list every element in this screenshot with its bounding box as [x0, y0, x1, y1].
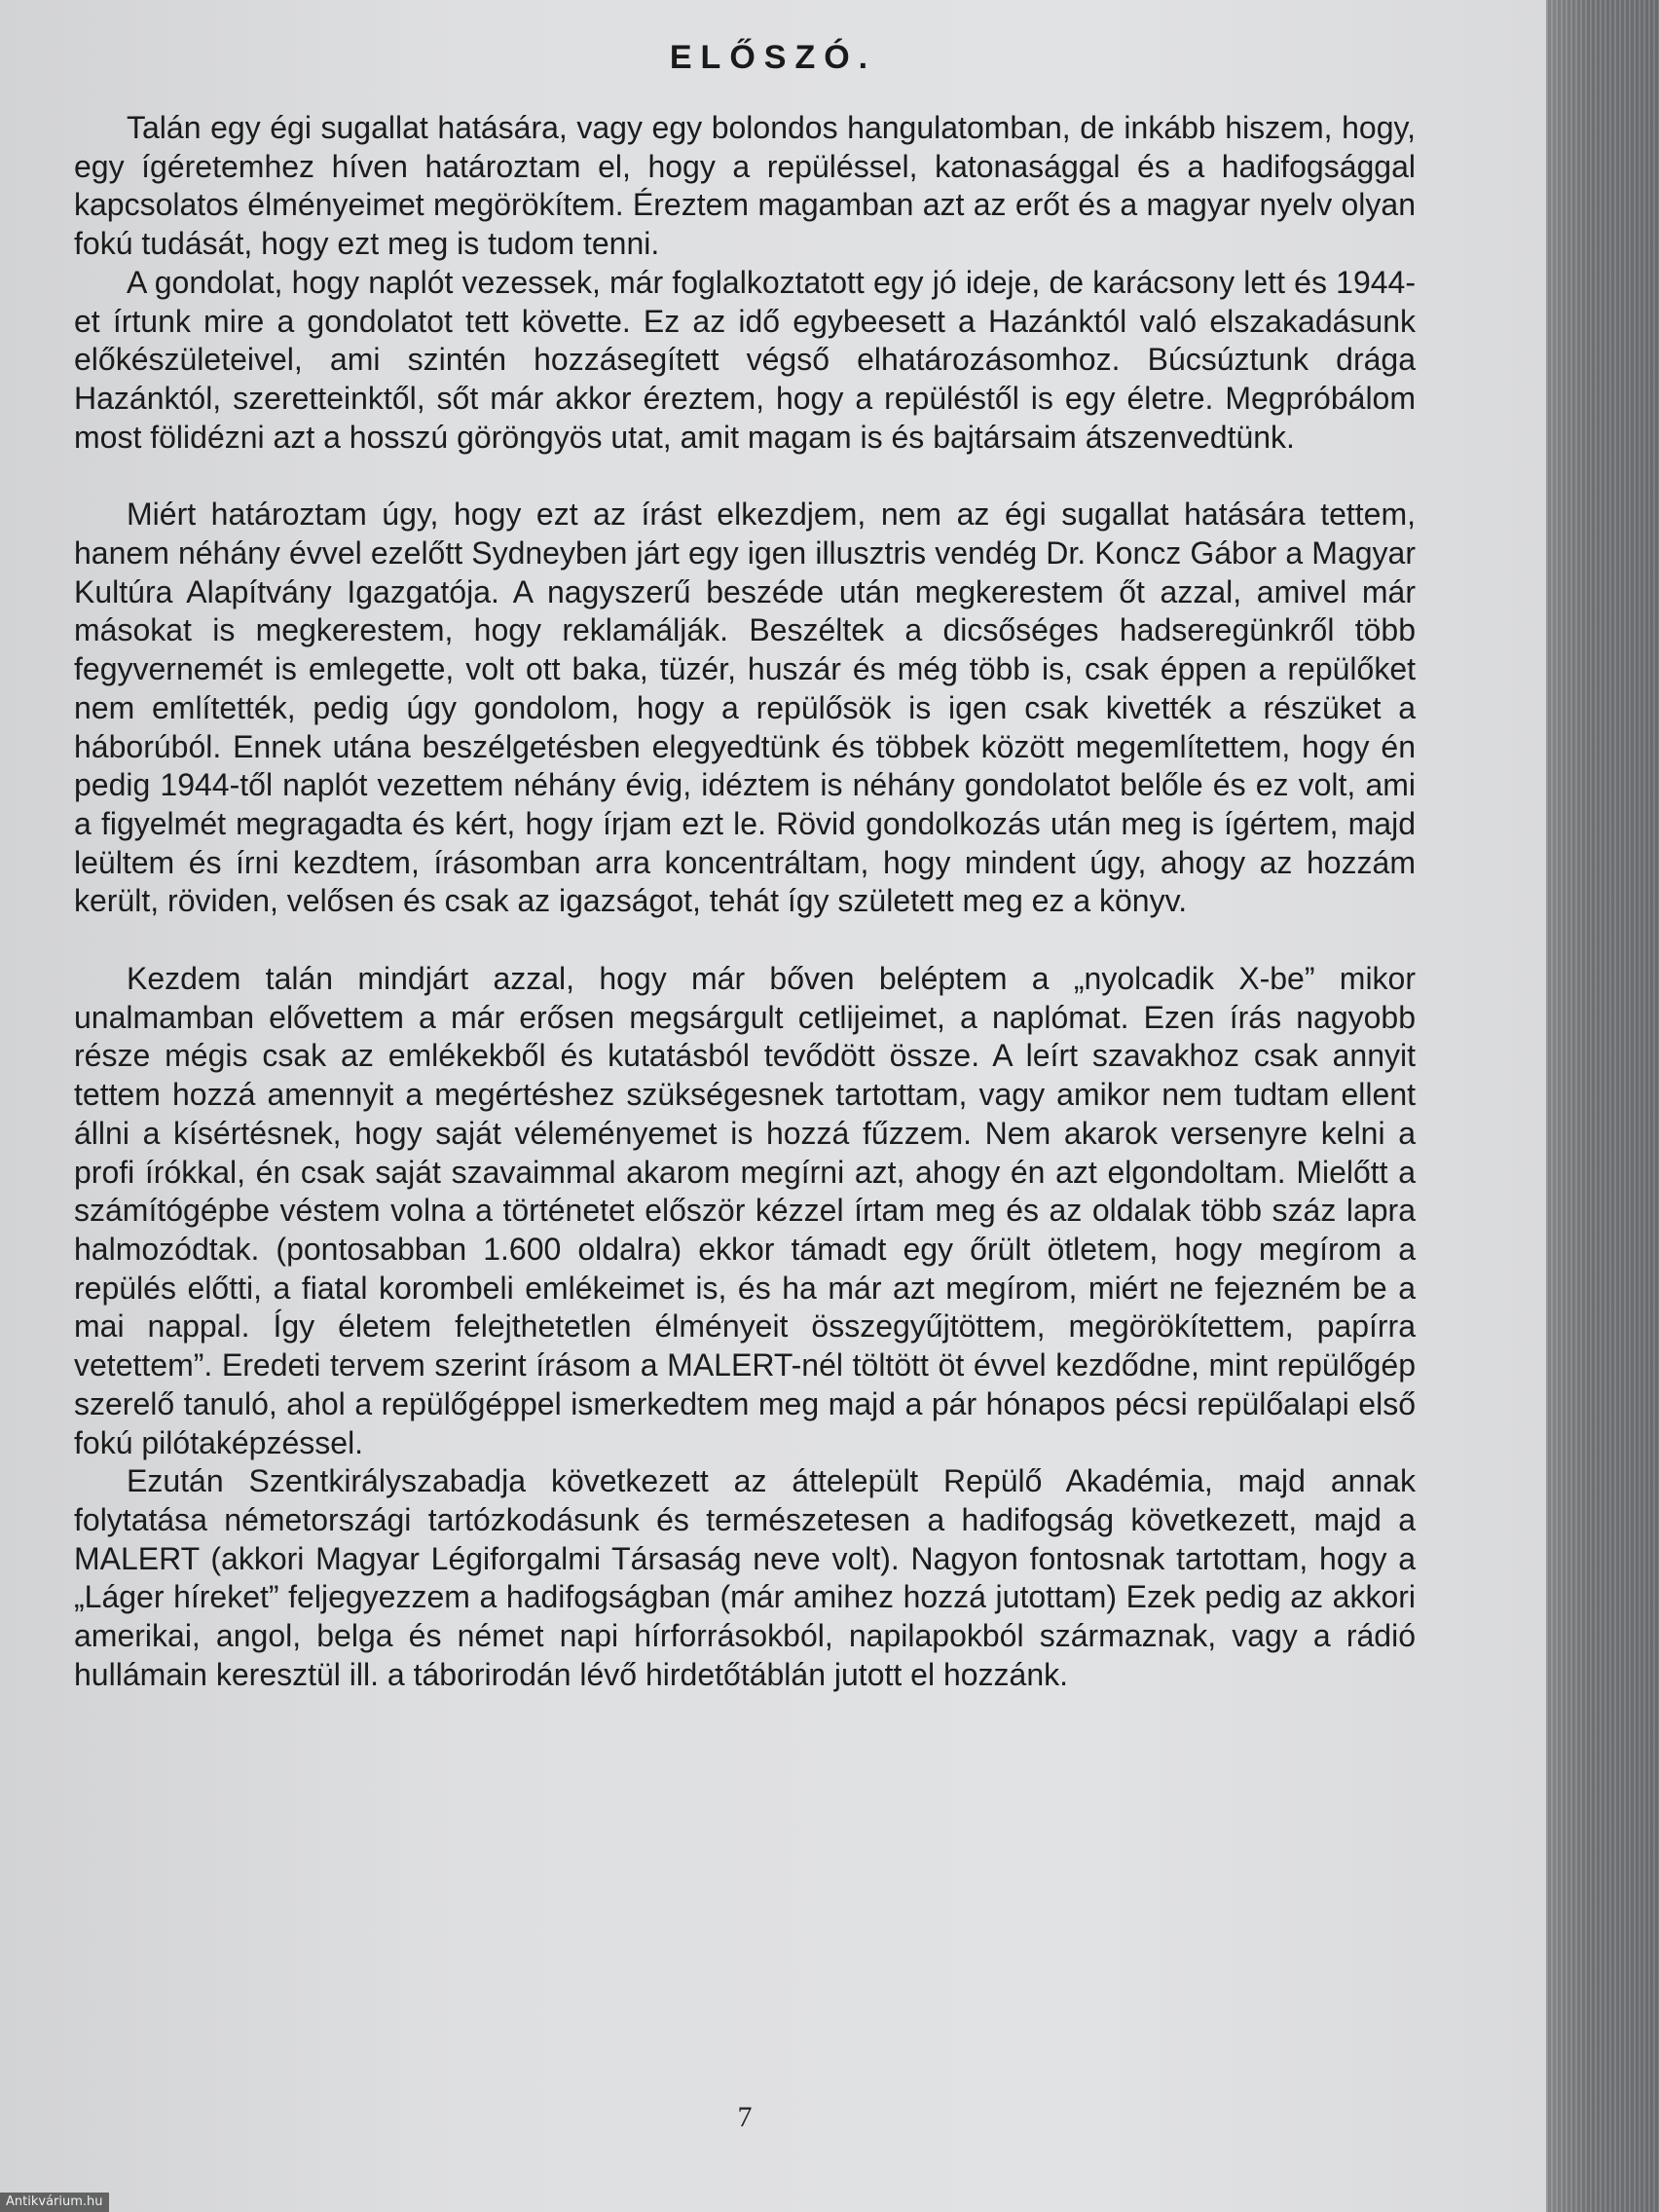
page-stack-edge [1546, 0, 1659, 2212]
paragraph: Miért határoztam úgy, hogy ezt az írást elkezdjem, nem az égi sugallat hatására tettem, hanem néhány évvel ezelőtt Sydneyben járt egy igen illusztris vendég Dr. Koncz Gábor a Magyar Kultúra Alapítvány Igazgatója. A nagyszerű beszéde után megkerestem őt azzal, amivel már másokat is megkerestem, hogy reklamálják. Beszéltek a dicsőséges hadseregünkről több fegyvernemét is emlegette, volt ott baka, tüzér, huszár és még több is, csak éppen a repülőket nem említették, pedig úgy gondolom, hogy a repülősök is igen csak kivették a részüket a háborúból. Ennek utána beszélgetésben elegyedtünk és többek között megemlítettem, hogy én pedig 1944-től naplót vezettem néhány évig, idéztem is néhány gondolatot belőle és ez volt, ami a figyelmét megragadta és kért, hogy írjam ezt le. Rövid gondolkozás után meg is ígértem, majd leültem és írni kezdtem, írásomban arra koncentráltam, hogy mindent úgy, ahogy az hozzám került, röviden, velősen és csak az igazságot, tehát így született meg ez a könyv. [74, 497, 1416, 919]
paragraph: A gondolat, hogy naplót vezessek, már foglalkoztatott egy jó ideje, de karácsony lett és 1944-et írtunk mire a gondolatot tett követte. Ez az idő egybeesett a Hazánktól való elszakadásunk előkészületeivel, ami szintén hozzásegített végső elhatározásomhoz. Búcsúztunk drága Hazánktól, szeretteinktől, sőt már akkor éreztem, hogy a repüléstől is egy életre. Megpróbálom most fölidézni azt a hosszú göröngyös utat, amit magam is és bajtársaim átszenvedtünk. [74, 264, 1416, 455]
page-title: ELŐSZÓ. [669, 39, 877, 76]
page-number: 7 [737, 2101, 753, 2133]
watermark: Antikvárium.hu [0, 2193, 109, 2212]
body-text [74, 109, 1416, 1694]
paragraph: Kezdem talán mindjárt azzal, hogy már bőven beléptem a „nyolcadik X-be” mikor unalmamban elővettem a már erősen megsárgult cetlijeimet, a naplómat. Ezen írás nagyobb része mégis csak az emlékekből és kutatásból tevődött össze. A leírt szavakhoz csak annyit tettem hozzá amennyit a megértéshez szükségesnek tartottam, vagy amikor nem tudtam ellent állni a kísértésnek, hogy saját véleményemet is hozzá fűzzem. Nem akarok versenyre kelni a profi írókkal, én csak saját szavaimmal akarom megírni azt, ahogy én azt elgondoltam. Mielőtt a számítógépbe véstem volna a történetet először kézzel írtam meg és az oldalak több száz lapra halmozódtak. (pontosabban 1.600 oldalra) ekkor támadt egy őrült ötletem, hogy megírom a repülés előtti, a fiatal korombeli emlékeimet is, és ha már azt megírom, miért ne fejezném be a mai nappal. Így életem felejthetetlen élményeit összegyűjtöttem, megörökítettem, papírra vetettem”. Eredeti tervem szerint írásom a MALERT-nél töltött öt évvel kezdődne, mint repülőgép szerelő tanuló, ahol a repülőgéppel ismerkedtem meg majd a pár hónapos pécsi repülőalapi első fokú pilótaképzéssel. [74, 961, 1416, 1460]
paragraph: Ezután Szentkirályszabadja következett az áttelepült Repülő Akadémia, majd annak folytatása németországi tartózkodásunk és természetesen a hadifogság következett, majd a MALERT (akkori Magyar Légiforgalmi Társaság neve volt). Nagyon fontosnak tartottam, hogy a „Láger híreket” feljegyezzem a hadifogságban (már amihez hozzá jutottam) Ezek pedig az akkori amerikai, angol, belga és német napi hírforrásokból, napilapokból származnak, vagy a rádió hullámain keresztül ill. a táborirodán lévő hirdetőtáblán jutott el hozzánk. [74, 1463, 1416, 1692]
paragraph: Talán egy égi sugallat hatására, vagy egy bolondos hangulatomban, de inkább hiszem, hogy, egy ígéretemhez híven határoztam el, hogy a repüléssel, katonasággal és a hadifogsággal kapcsolatos élményeimet megörökítem. Éreztem magamban azt az erőt és a magyar nyelv olyan fokú tudását, hogy ezt meg is tudom tenni. [74, 110, 1416, 262]
